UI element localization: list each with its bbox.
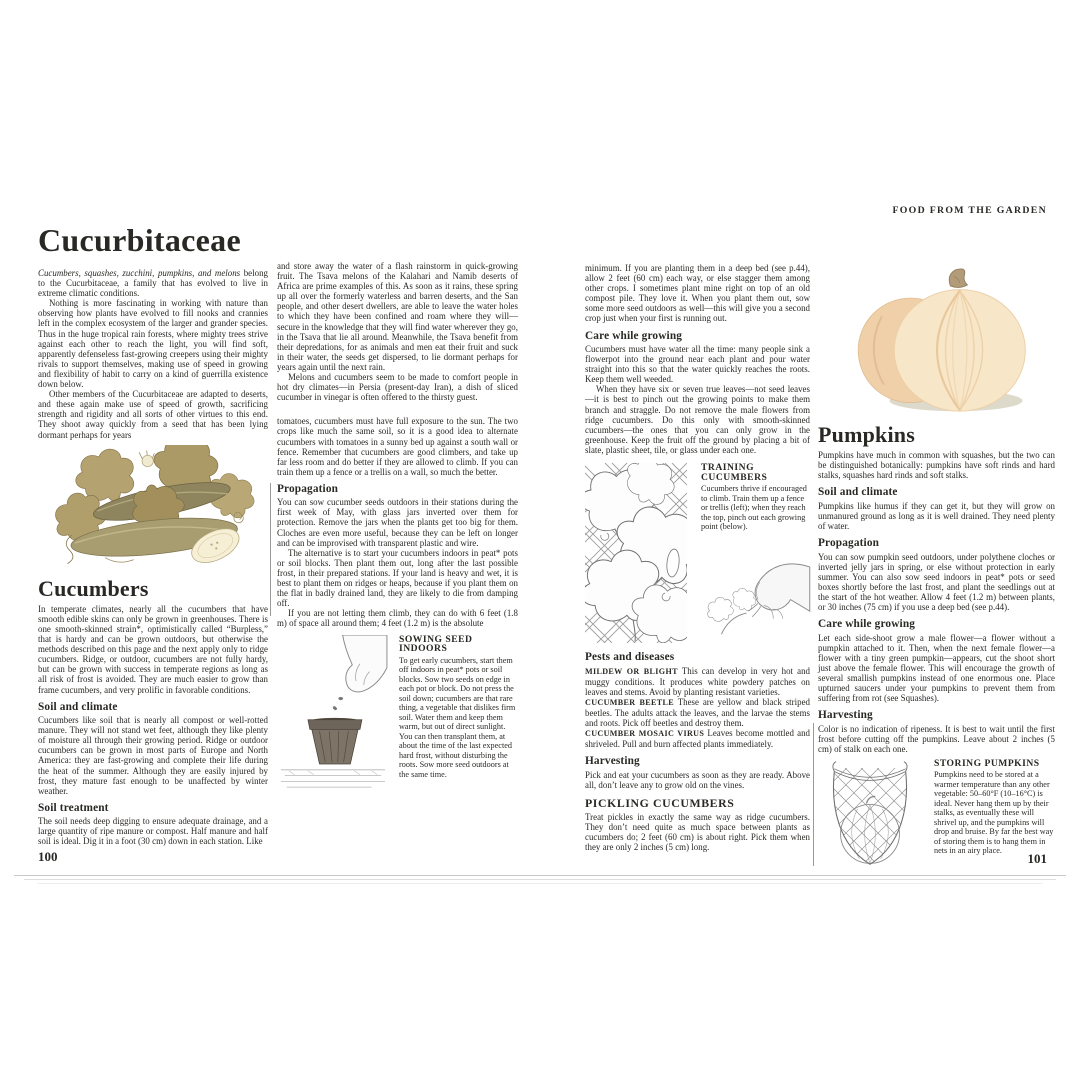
left-column-1 <box>38 268 268 847</box>
tomatoes-paragraph: tomatoes, cucumbers must have full exposure to the sun. The two crops like much the same soil, so it is a good idea to alternate cucumbers with tomatoes in a sunny bed up against a south wall or fence. Remember that cucumbers are good climbers, and take up far less room and do better if they are allowed to climb. If you can train them up a fence or a trellis on a wall, so much the better. <box>277 416 518 477</box>
pickling-cucumbers-text: Treat pickles in exactly the same way as ridge cucumbers. They don’t need quite as much space between plants as cucumbers do; 2 feet (60 cm) is about right. Pick them when they are only 2 inches (5 cm) long. <box>585 811 810 853</box>
pests-and-diseases-heading: Pests and diseases <box>585 651 675 664</box>
sowing-seed-caption-body: To get early cucumbers, start them off indoors in peat* pots or soil blocks. Sow two seeds on edge in each pot or block. Do not press the soil down; cucumbers are that rare thing, a vegetable that dislikes firm soil. Water them and keep them warm, but out of direct sunlight. You can then transplant them, at about the time of the last expected hard frost, without disturbing the roots. Sow more seed outdoors at the same time. <box>399 655 516 779</box>
pinching-hand-illustration <box>701 542 811 640</box>
page-title: Cucurbitaceae <box>38 222 241 258</box>
harvesting-text-cucumbers: Pick and eat your cucumbers as soon as they are ready. Above all, don’t leave any to grow old on the vines. <box>585 769 810 790</box>
page-number-right: 101 <box>1027 851 1047 866</box>
pumpkin-care-text: Let each side-shoot grow a male flower—a flower without a pumpkin attached to it. Then, when the next female flower—a flower with a tiny green pumpkin—appears, cut the shoot short just above the female flower. This will encourage the growth of several smallish pumpkins instead of one enormous one. Place upturned saucers under your pumpkins to prevent them from suffering from rot (see Squashes). <box>818 632 1055 704</box>
column-rule-right <box>813 723 814 866</box>
soil-treatment-text: The soil needs deep digging to ensure adequate drainage, and a large quantity of ripe manure or compost. Half manure and half soil is ideal. Dig it in a foot (30 cm) down in each station. Like <box>38 816 268 847</box>
sowing-seed-caption <box>389 635 518 780</box>
right-column-1 <box>585 263 810 852</box>
page-number-left: 100 <box>38 849 58 864</box>
harvesting-heading-cucumbers: Harvesting <box>585 755 640 768</box>
propagation-text-2: The alternative is to start your cucumbers indoors in peat* pots or soil blocks. Then plant them out, long after the last possible frost, in their prepared stations. If your land is heavy and wet, it is best to plant them on ridges or heaps, because if you plant them on the flat in badly drained land, they are likely to die from damping off. <box>277 547 518 609</box>
pumpkins-heading: Pumpkins <box>818 422 915 448</box>
intro-rest: belong to the Cucurbitaceae, a family that has evolved to live in extreme climatic conditions. <box>38 268 268 299</box>
desert-paragraph: and store away the water of a flash rainstorm in quick-growing fruit. The Tsava melons of the Kalahari and Namib deserts of Africa are prime examples of this. As soon as it rains, these spring up all over the formerly waterless and barren deserts, and the San people, and other desert dwellers, are able to leave the water holes to which they have been confined and roam where they will—secure in the knowledge that they will find water wherever they go, in the Tsava that lie all around. Meanwhile, the Tsava benefit from their depredations, for as animals and men eat their fruit and suck in their water, the seeds get dispersed, to lie dormant perhaps for years again until the next rain. <box>277 261 518 372</box>
storing-pumpkins-caption <box>922 759 1055 856</box>
pumpkins-intro: Pumpkins have much in common with squashes, but the two can be distinguished botanically: pumpkins have soft rinds and hard stalks, squashes hard rinds and soft stalks. <box>818 450 1055 481</box>
intro-paragraph-2: Nothing is more fascinating in working with nature than observing how plants have evolved to fill nooks and crannies left in the complex ecosystem of the larger and grander species. Thus in the huge tropical rain forests, where mighty trees strive against each other to reach the light, you will find soft, apparently defenseless fast-growing creepers using their mighty rivals to support themselves, making use of speed in growing and flexibility of habit to carry on a kind of guerrilla existence down below. <box>38 298 268 390</box>
pest-entry-beetle <box>585 697 810 728</box>
propagation-text-1: You can sow cucumber seeds outdoors in their stations during the first week of May, with glass jars inverted over them for protection. Remove the jars when the plants get too big for them. Cloches are even more useful, because they can be left on longer and can be improvised with transparent plastic and wire. <box>277 497 518 548</box>
pest-entry-mosaic <box>585 728 810 749</box>
soil-and-climate-text: Cucumbers like soil that is nearly all compost or well-rotted manure. They will not stand wet feet, although they like plenty of moisture all through their growing period. Ridge or outdoor cucumbers can be grown in most parts of Europe and North America: they are fast-growing and complete their life during the heat of the summer. Although they are easily injured by frost, they mature fast enough to be unaffected by winter weather. <box>38 715 268 796</box>
sowing-seed-illustration <box>277 635 389 793</box>
pumpkin-net-illustration <box>818 759 922 893</box>
pest-label-mosaic: CUCUMBER MOSAIC VIRUS <box>585 729 705 739</box>
storing-pumpkins-caption-title: STORING PUMPKINS <box>934 757 1040 769</box>
propagation-text-3: If you are not letting them climb, they can do with 6 feet (1.8 m) of space all around them; 4 feet (1.2 m) is the absolute <box>277 608 518 629</box>
trellis-illustration <box>585 463 687 645</box>
pest-text-mosaic: Leaves become mottled and shriveled. Pull and burn affected plants immediately. <box>585 728 810 750</box>
pumpkin-propagation-heading: Propagation <box>818 537 880 550</box>
pest-text-mildew: This can develop in very hot and muggy conditions. It produces white powdery patches on leaves and stems. Avoid by planting resistant varieties. <box>585 665 811 697</box>
cucumbers-heading: Cucumbers <box>38 575 149 601</box>
care-while-growing-heading: Care while growing <box>585 329 683 342</box>
spacing-paragraph: minimum. If you are planting them in a deep bed (see p.44), allow 2 feet (60 cm) each way, or else stagger them among other crops. I sometimes plant mine right on top of an old compost pile. They love it. When you plant them out, sow some more seed outdoors as well—this will give you a second crop just when your first is running out. <box>585 263 810 324</box>
column-rule-left <box>270 483 271 616</box>
intro-paragraph-3: Other members of the Cucurbitaceae are adapted to deserts, and these again make use of speed of growth, sacrificing strength and rigidity and all sorts of other virtues to this end. They shoot away quickly from a seed that has been lying dormant perhaps for years <box>38 389 268 440</box>
care-text-1: Cucumbers must have water all the time: many people sink a flowerpot into the ground near each plant and pour water straight into this so that the water quickly reaches the roots. Keep them well weeded. <box>585 343 810 385</box>
page-edge <box>14 875 1066 876</box>
pest-label-beetle: CUCUMBER BEETLE <box>585 697 674 707</box>
pumpkin-harvesting-heading: Harvesting <box>818 709 873 722</box>
pest-text-beetle: These are yellow and black striped beetles. The adults attack the leaves, and the larvae the stems and roots. Pick off beetles and destroy them. <box>585 696 810 728</box>
propagation-heading: Propagation <box>277 482 339 495</box>
cucumbers-intro: In temperate climates, nearly all the cucumbers that have smooth edible skins can only be grown in greenhouses. There is one smooth-skinned strain*, optimistically called “Burpless,” that is hardy and can be grown outdoors, but otherwise the methods described on this page and the next apply only to ridge cucumbers. Ridge, or outdoor, cucumbers are not fully hardy, but can be grown with success in temperate regions as long as all risk of frost is avoided. They are much easier to grow than frame cucumbers, and very prolific in favorable conditions. <box>38 603 268 695</box>
running-head: FOOD FROM THE GARDEN <box>892 205 1047 216</box>
pumpkin-soil-heading: Soil and climate <box>818 486 898 499</box>
pumpkin-illustration <box>839 263 1035 417</box>
soil-treatment-heading: Soil treatment <box>38 801 109 814</box>
training-cucumbers-caption-body: Cucumbers thrive if encouraged to climb. Train them up a fence or trellis (left); when they reach the top, pinch out each growing point (below). <box>701 484 807 532</box>
soil-and-climate-heading: Soil and climate <box>38 700 118 713</box>
intro-paragraph <box>38 268 268 298</box>
storing-pumpkins-caption-body: Pumpkins need to be stored at a warmer temperature than any other vegetable: 50–60°F (10–16°C) is ideal. Never hang them up by their stalks, as eventually these will shrivel up, and the pumpkins will drop and bruise. By far the best way of storing them is to hang them in nets in an airy place. <box>934 770 1054 856</box>
intro-lead: Cucumbers, squashes, zucchini, pumpkins, and melons <box>38 268 241 278</box>
pickling-cucumbers-heading: PICKLING CUCUMBERS <box>585 795 735 810</box>
cucumber-illustration <box>44 445 268 573</box>
page-edge <box>38 883 1042 884</box>
melons-paragraph: Melons and cucumbers seem to be made to comfort people in hot dry climates—in Persia (present-day Iran), a dish of sliced cucumber in vinegar is often offered to the thirsty guest. <box>277 372 518 403</box>
page-edge <box>24 879 1056 880</box>
care-text-2: When they have six or seven true leaves—not seed leaves—it is best to pinch out the growing points to make them branch and straggle. Do not remove the male flowers from ridge cucumbers. Do this only with smooth-skinned cucumbers—the ones that you can only grow in the greenhouse. Keep the fruit off the ground by placing a bit of slate, plastic sheet, tile, or glass under each one. <box>585 384 810 455</box>
training-cucumbers-caption-title: TRAINING CUCUMBERS <box>701 462 768 483</box>
left-column-2 <box>277 261 518 793</box>
training-cucumbers-caption <box>701 463 811 532</box>
pumpkin-harvesting-text: Color is no indication of ripeness. It is best to wait until the first frost before cutting off the pumpkins. Leave about 2 inches (5 cm) of stalk on each one. <box>818 723 1055 754</box>
sowing-seed-caption-title: SOWING SEED INDOORS <box>399 633 473 655</box>
pumpkin-care-heading: Care while growing <box>818 618 916 631</box>
pumpkin-soil-text: Pumpkins like humus if they can get it, but they will grow on unmanured ground as long as it is well drained. They need plenty of water. <box>818 500 1055 532</box>
pumpkin-propagation-text: You can sow pumpkin seed outdoors, under polythene cloches or inverted jelly jars in spring, or else without protection in early summer. You can also sow seed indoors in peat* pots or seed boxes shortly before the last frost, and plant the seedlings out at the start of the hot weather. Allow 4 feet (1.2 m) between plants, or 30 inches (75 cm) if you use a deep bed (see p.44). <box>818 551 1055 613</box>
right-column-2 <box>818 263 1055 893</box>
pest-label-mildew: MILDEW OR BLIGHT <box>585 666 678 676</box>
pest-entry-mildew <box>585 666 810 697</box>
